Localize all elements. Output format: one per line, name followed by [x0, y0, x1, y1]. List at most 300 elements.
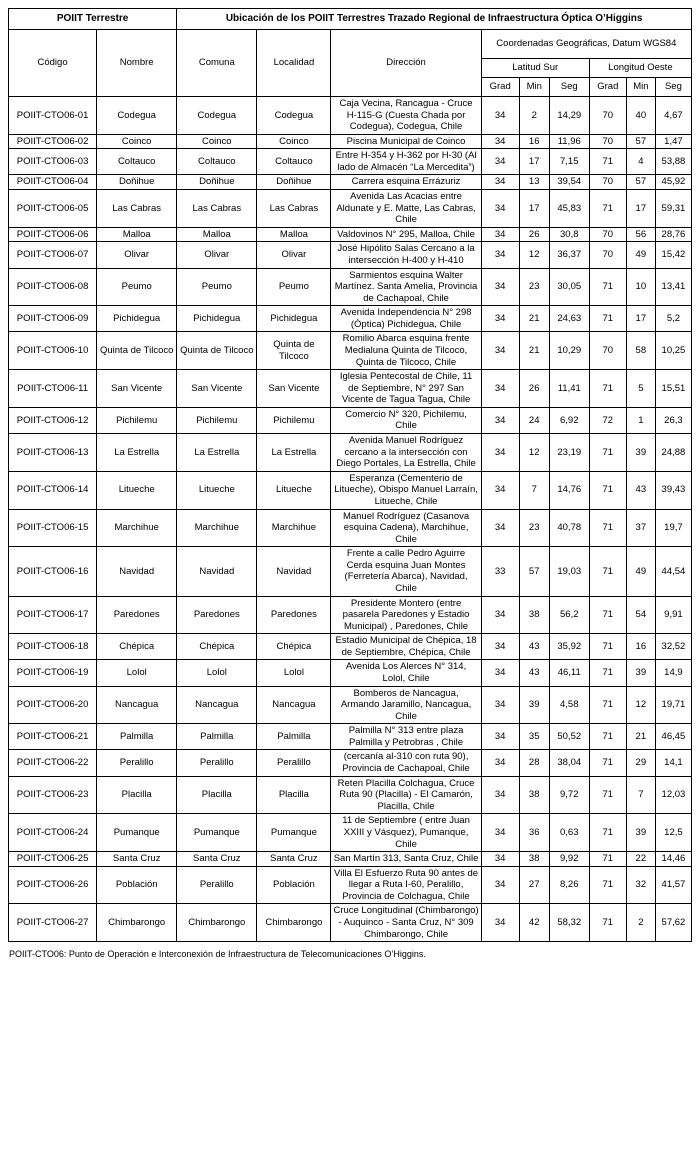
- cell-lat-min: 43: [519, 660, 549, 686]
- cell-comuna: Paredones: [177, 596, 257, 634]
- cell-lon-min: 21: [626, 724, 655, 750]
- lon-min-header: Min: [626, 78, 655, 97]
- cell-lon-seg: 41,57: [655, 866, 691, 904]
- table-row: [9, 724, 692, 750]
- table-row: [9, 866, 692, 904]
- cell-lon-min: 29: [626, 750, 655, 776]
- cell-localidad: San Vicente: [257, 370, 331, 408]
- cell-lon-grad: 70: [589, 97, 626, 135]
- cell-nombre: Paredones: [97, 596, 177, 634]
- cell-lat-min: 7: [519, 471, 549, 509]
- cell-lon-seg: 15,42: [655, 242, 691, 268]
- cell-lon-seg: 13,41: [655, 268, 691, 306]
- table-row: [9, 852, 692, 867]
- cell-lon-seg: 12,03: [655, 776, 691, 814]
- cell-nombre: San Vicente: [97, 370, 177, 408]
- cell-comuna: Pichilemu: [177, 407, 257, 433]
- cell-direccion: Piscina Municipal de Coinco: [331, 134, 481, 149]
- lon-grad-header: Grad: [589, 78, 626, 97]
- cell-lon-grad: 71: [589, 190, 626, 228]
- cell-lon-seg: 59,31: [655, 190, 691, 228]
- cell-nombre: Litueche: [97, 471, 177, 509]
- cell-lat-min: 38: [519, 596, 549, 634]
- cell-nombre: Navidad: [97, 547, 177, 596]
- cell-lat-seg: 36,37: [549, 242, 589, 268]
- cell-lat-seg: 24,63: [549, 306, 589, 332]
- cell-direccion: Iglesia Pentecostal de Chile, 11 de Septiembre, N° 297 San Vicente de Tagua Tagua, Chile: [331, 370, 481, 408]
- cell-lat-seg: 56,2: [549, 596, 589, 634]
- cell-direccion: José Hipólito Salas Cercano a la intersección H-400 y H-410: [331, 242, 481, 268]
- cell-comuna: Chimbarongo: [177, 904, 257, 942]
- cell-lat-grad: 34: [481, 268, 519, 306]
- table-row: [9, 227, 692, 242]
- cell-comuna: Doñihue: [177, 175, 257, 190]
- cell-lat-seg: 30,8: [549, 227, 589, 242]
- cell-localidad: Población: [257, 866, 331, 904]
- cell-codigo: POIIT-CTO06-14: [9, 471, 97, 509]
- lat-grad-header: Grad: [481, 78, 519, 97]
- cell-lat-grad: 34: [481, 776, 519, 814]
- cell-codigo: POIIT-CTO06-04: [9, 175, 97, 190]
- table-row: [9, 175, 692, 190]
- cell-lon-min: 39: [626, 660, 655, 686]
- cell-lat-min: 36: [519, 814, 549, 852]
- cell-lon-seg: 14,46: [655, 852, 691, 867]
- cell-codigo: POIIT-CTO06-11: [9, 370, 97, 408]
- cell-nombre: Olivar: [97, 242, 177, 268]
- cell-lon-seg: 45,92: [655, 175, 691, 190]
- cell-lon-grad: 70: [589, 227, 626, 242]
- coord-group-header: Coordenadas Geográficas, Datum WGS84: [481, 30, 691, 59]
- cell-direccion: Manuel Rodríguez (Casanova esquina Cadena), Marchihue, Chile: [331, 509, 481, 547]
- cell-lat-seg: 7,15: [549, 149, 589, 175]
- cell-lon-grad: 70: [589, 242, 626, 268]
- cell-lon-min: 32: [626, 866, 655, 904]
- cell-comuna: Peumo: [177, 268, 257, 306]
- cell-localidad: Lolol: [257, 660, 331, 686]
- cell-direccion: Entre H-354 y H-362 por H-30 (Al lado de Almacén “La Mercedita”): [331, 149, 481, 175]
- table-title: Ubicación de los POIIT Terrestres Trazado Regional de Infraestructura Óptica O’Higgins: [177, 9, 692, 30]
- cell-lat-min: 2: [519, 97, 549, 135]
- cell-lat-grad: 34: [481, 904, 519, 942]
- cell-direccion: Frente a calle Pedro Aguirre Cerda esquina Juan Montes (Ferretería Abarca), Navidad, Chile: [331, 547, 481, 596]
- cell-comuna: Codegua: [177, 97, 257, 135]
- cell-direccion: Carrera esquina Errázuriz: [331, 175, 481, 190]
- table-row: [9, 268, 692, 306]
- cell-lat-min: 21: [519, 332, 549, 370]
- cell-lon-min: 7: [626, 776, 655, 814]
- cell-lon-seg: 44,54: [655, 547, 691, 596]
- cell-lon-grad: 71: [589, 776, 626, 814]
- cell-nombre: Codegua: [97, 97, 177, 135]
- cell-nombre: Malloa: [97, 227, 177, 242]
- cell-localidad: Marchihue: [257, 509, 331, 547]
- cell-lon-seg: 53,88: [655, 149, 691, 175]
- cell-lat-grad: 33: [481, 547, 519, 596]
- cell-lat-grad: 34: [481, 332, 519, 370]
- cell-codigo: POIIT-CTO06-21: [9, 724, 97, 750]
- cell-direccion: San Martín 313, Santa Cruz, Chile: [331, 852, 481, 867]
- cell-lon-seg: 32,52: [655, 634, 691, 660]
- cell-lon-seg: 26,3: [655, 407, 691, 433]
- cell-comuna: Chépica: [177, 634, 257, 660]
- table-row: [9, 509, 692, 547]
- cell-lon-seg: 15,51: [655, 370, 691, 408]
- cell-localidad: Peumo: [257, 268, 331, 306]
- cell-nombre: Quinta de Tilcoco: [97, 332, 177, 370]
- cell-lat-min: 43: [519, 634, 549, 660]
- cell-lon-grad: 71: [589, 660, 626, 686]
- cell-comuna: Quinta de Tilcoco: [177, 332, 257, 370]
- cell-lat-seg: 14,29: [549, 97, 589, 135]
- cell-nombre: Doñihue: [97, 175, 177, 190]
- cell-nombre: Lolol: [97, 660, 177, 686]
- col-header-codigo: Código: [9, 30, 97, 97]
- cell-nombre: Santa Cruz: [97, 852, 177, 867]
- lat-seg-header: Seg: [549, 78, 589, 97]
- cell-codigo: POIIT-CTO06-16: [9, 547, 97, 596]
- cell-lat-seg: 4,58: [549, 686, 589, 724]
- lat-min-header: Min: [519, 78, 549, 97]
- cell-codigo: POIIT-CTO06-01: [9, 97, 97, 135]
- cell-nombre: La Estrella: [97, 434, 177, 472]
- cell-lat-seg: 8,26: [549, 866, 589, 904]
- cell-nombre: Palmilla: [97, 724, 177, 750]
- lon-header: Longitud Oeste: [589, 59, 691, 78]
- cell-codigo: POIIT-CTO06-03: [9, 149, 97, 175]
- cell-codigo: POIIT-CTO06-18: [9, 634, 97, 660]
- cell-direccion: Villa El Esfuerzo Ruta 90 antes de llegar a Ruta I-60, Peralillo, Provincia de Colchagua, Chile: [331, 866, 481, 904]
- cell-comuna: Litueche: [177, 471, 257, 509]
- cell-lat-grad: 34: [481, 866, 519, 904]
- cell-nombre: Pumanque: [97, 814, 177, 852]
- cell-codigo: POIIT-CTO06-26: [9, 866, 97, 904]
- cell-lat-min: 26: [519, 370, 549, 408]
- cell-lat-seg: 46,11: [549, 660, 589, 686]
- table-row: [9, 686, 692, 724]
- cell-localidad: Placilla: [257, 776, 331, 814]
- table-row: [9, 596, 692, 634]
- cell-lat-grad: 34: [481, 306, 519, 332]
- cell-lat-min: 16: [519, 134, 549, 149]
- column-header-row: [9, 30, 692, 59]
- cell-comuna: Nancagua: [177, 686, 257, 724]
- cell-nombre: Las Cabras: [97, 190, 177, 228]
- table-row: [9, 332, 692, 370]
- cell-lon-grad: 71: [589, 686, 626, 724]
- cell-direccion: Romilio Abarca esquina frente Medialuna Quinta de Tilcoco, Quinta de Tilcoco, Chile: [331, 332, 481, 370]
- cell-lon-seg: 14,1: [655, 750, 691, 776]
- cell-lat-grad: 34: [481, 370, 519, 408]
- table-row: [9, 149, 692, 175]
- cell-lon-min: 40: [626, 97, 655, 135]
- cell-lon-seg: 19,71: [655, 686, 691, 724]
- cell-comuna: La Estrella: [177, 434, 257, 472]
- cell-localidad: Peralillo: [257, 750, 331, 776]
- col-header-nombre: Nombre: [97, 30, 177, 97]
- cell-comuna: Pichidegua: [177, 306, 257, 332]
- col-header-comuna: Comuna: [177, 30, 257, 97]
- cell-direccion: Estadio Municipal de Chépica, 18 de Septiembre, Chépica, Chile: [331, 634, 481, 660]
- col-header-localidad: Localidad: [257, 30, 331, 97]
- cell-codigo: POIIT-CTO06-05: [9, 190, 97, 228]
- table-row: [9, 904, 692, 942]
- cell-comuna: Marchihue: [177, 509, 257, 547]
- cell-lon-min: 39: [626, 434, 655, 472]
- cell-direccion: Sarmientos esquina Walter Martínez. Santa Amelia, Provincia de Cachapoal, Chile: [331, 268, 481, 306]
- cell-lat-seg: 38,04: [549, 750, 589, 776]
- cell-localidad: Las Cabras: [257, 190, 331, 228]
- table-row: [9, 242, 692, 268]
- cell-lat-min: 23: [519, 268, 549, 306]
- cell-direccion: Presidente Montero (entre pasarela Paredones y Estadio Municipal) , Paredones, Chile: [331, 596, 481, 634]
- cell-lon-min: 49: [626, 242, 655, 268]
- cell-codigo: POIIT-CTO06-12: [9, 407, 97, 433]
- cell-lon-grad: 71: [589, 509, 626, 547]
- cell-localidad: Chépica: [257, 634, 331, 660]
- table-row: [9, 634, 692, 660]
- cell-localidad: Paredones: [257, 596, 331, 634]
- cell-lon-seg: 1,47: [655, 134, 691, 149]
- cell-lon-seg: 12,5: [655, 814, 691, 852]
- lat-header: Latitud Sur: [481, 59, 589, 78]
- table-body: [9, 97, 692, 942]
- cell-lat-seg: 0,63: [549, 814, 589, 852]
- cell-lat-grad: 34: [481, 134, 519, 149]
- cell-lat-grad: 34: [481, 471, 519, 509]
- cell-lat-seg: 6,92: [549, 407, 589, 433]
- cell-comuna: Palmilla: [177, 724, 257, 750]
- cell-nombre: Placilla: [97, 776, 177, 814]
- cell-nombre: Coinco: [97, 134, 177, 149]
- cell-localidad: Coltauco: [257, 149, 331, 175]
- cell-lat-seg: 11,96: [549, 134, 589, 149]
- cell-codigo: POIIT-CTO06-07: [9, 242, 97, 268]
- cell-codigo: POIIT-CTO06-17: [9, 596, 97, 634]
- cell-lat-grad: 34: [481, 407, 519, 433]
- cell-lon-seg: 19,7: [655, 509, 691, 547]
- footnote: POIIT-CTO06: Punto de Operación e Interconexión de Infraestructura de Telecomunicaciones O’Higgins.: [9, 949, 426, 960]
- cell-codigo: POIIT-CTO06-15: [9, 509, 97, 547]
- table-row: [9, 306, 692, 332]
- cell-lon-seg: 57,62: [655, 904, 691, 942]
- cell-lat-grad: 34: [481, 190, 519, 228]
- cell-direccion: Bomberos de Nancagua, Armando Jaramillo, Nancagua, Chile: [331, 686, 481, 724]
- cell-nombre: Nancagua: [97, 686, 177, 724]
- cell-comuna: Malloa: [177, 227, 257, 242]
- cell-localidad: Chimbarongo: [257, 904, 331, 942]
- cell-direccion: (cercanía al-310 con ruta 90), Provincia de Cachapoal, Chile: [331, 750, 481, 776]
- cell-lat-grad: 34: [481, 724, 519, 750]
- cell-lat-grad: 34: [481, 814, 519, 852]
- cell-lat-min: 12: [519, 434, 549, 472]
- cell-lat-seg: 14,76: [549, 471, 589, 509]
- cell-direccion: Avenida Los Alerces N° 314, Lolol, Chile: [331, 660, 481, 686]
- cell-codigo: POIIT-CTO06-20: [9, 686, 97, 724]
- cell-lat-seg: 50,52: [549, 724, 589, 750]
- poiit-table: [8, 8, 692, 942]
- table-row: [9, 134, 692, 149]
- cell-localidad: Olivar: [257, 242, 331, 268]
- table-row: [9, 547, 692, 596]
- cell-lon-grad: 72: [589, 407, 626, 433]
- cell-localidad: Pichilemu: [257, 407, 331, 433]
- cell-lon-grad: 71: [589, 866, 626, 904]
- cell-lon-min: 5: [626, 370, 655, 408]
- cell-lat-grad: 34: [481, 509, 519, 547]
- table-row: [9, 434, 692, 472]
- cell-comuna: Las Cabras: [177, 190, 257, 228]
- cell-lon-min: 58: [626, 332, 655, 370]
- cell-lat-grad: 34: [481, 175, 519, 190]
- cell-localidad: Palmilla: [257, 724, 331, 750]
- cell-lat-seg: 58,32: [549, 904, 589, 942]
- cell-localidad: Codegua: [257, 97, 331, 135]
- cell-comuna: Peralillo: [177, 866, 257, 904]
- cell-lon-grad: 71: [589, 149, 626, 175]
- cell-localidad: Malloa: [257, 227, 331, 242]
- cell-localidad: La Estrella: [257, 434, 331, 472]
- cell-lon-grad: 71: [589, 814, 626, 852]
- cell-lat-grad: 34: [481, 634, 519, 660]
- cell-direccion: Cruce Longitudinal (Chimbarongo) - Auquinco - Santa Cruz, N° 309 Chimbarongo, Chile: [331, 904, 481, 942]
- cell-nombre: Chépica: [97, 634, 177, 660]
- cell-direccion: Caja Vecina, Rancagua - Cruce H-115-G (Cuesta Chada por Codegua), Codegua, Chile: [331, 97, 481, 135]
- cell-lon-min: 1: [626, 407, 655, 433]
- lon-seg-header: Seg: [655, 78, 691, 97]
- cell-lon-min: 43: [626, 471, 655, 509]
- cell-lon-grad: 71: [589, 904, 626, 942]
- table-row: [9, 407, 692, 433]
- cell-lat-grad: 34: [481, 434, 519, 472]
- cell-direccion: Avenida Manuel Rodríguez cercano a la intersección con Diego Portales, La Estrella, Chile: [331, 434, 481, 472]
- cell-lat-grad: 34: [481, 596, 519, 634]
- table-row: [9, 660, 692, 686]
- cell-nombre: Población: [97, 866, 177, 904]
- cell-lon-min: 54: [626, 596, 655, 634]
- cell-lat-grad: 34: [481, 852, 519, 867]
- cell-localidad: Litueche: [257, 471, 331, 509]
- cell-lon-min: 17: [626, 190, 655, 228]
- cell-lon-min: 12: [626, 686, 655, 724]
- cell-lat-min: 17: [519, 190, 549, 228]
- cell-lon-seg: 5,2: [655, 306, 691, 332]
- cell-codigo: POIIT-CTO06-23: [9, 776, 97, 814]
- cell-lon-min: 57: [626, 175, 655, 190]
- cell-direccion: Reten Placilla Colchagua, Cruce Ruta 90 (Placilla) - El Camarón, Placilla, Chile: [331, 776, 481, 814]
- cell-lat-seg: 23,19: [549, 434, 589, 472]
- cell-lat-grad: 34: [481, 149, 519, 175]
- cell-direccion: Avenida Las Acacias entre Aldunate y E. Matte, Las Cabras, Chile: [331, 190, 481, 228]
- cell-lat-seg: 40,78: [549, 509, 589, 547]
- cell-lon-grad: 71: [589, 306, 626, 332]
- cell-lon-seg: 28,76: [655, 227, 691, 242]
- cell-lat-grad: 34: [481, 97, 519, 135]
- cell-localidad: Pichidegua: [257, 306, 331, 332]
- cell-lat-min: 12: [519, 242, 549, 268]
- cell-codigo: POIIT-CTO06-02: [9, 134, 97, 149]
- cell-comuna: Placilla: [177, 776, 257, 814]
- cell-localidad: Doñihue: [257, 175, 331, 190]
- cell-lon-grad: 71: [589, 434, 626, 472]
- cell-lat-min: 42: [519, 904, 549, 942]
- cell-comuna: San Vicente: [177, 370, 257, 408]
- cell-lon-min: 16: [626, 634, 655, 660]
- corner-header: POIIT Terrestre: [9, 9, 177, 30]
- cell-direccion: Esperanza (Cementerio de Litueche), Obispo Manuel Larraín, Litueche, Chile: [331, 471, 481, 509]
- cell-lat-min: 26: [519, 227, 549, 242]
- cell-nombre: Marchihue: [97, 509, 177, 547]
- cell-comuna: Santa Cruz: [177, 852, 257, 867]
- cell-lon-seg: 24,88: [655, 434, 691, 472]
- cell-lat-seg: 30,05: [549, 268, 589, 306]
- table-row: [9, 814, 692, 852]
- cell-lon-min: 56: [626, 227, 655, 242]
- cell-localidad: Quinta de Tilcoco: [257, 332, 331, 370]
- cell-lat-grad: 34: [481, 227, 519, 242]
- cell-lon-grad: 71: [589, 596, 626, 634]
- cell-codigo: POIIT-CTO06-09: [9, 306, 97, 332]
- cell-nombre: Peumo: [97, 268, 177, 306]
- cell-localidad: Santa Cruz: [257, 852, 331, 867]
- cell-lat-seg: 35,92: [549, 634, 589, 660]
- cell-lon-min: 4: [626, 149, 655, 175]
- cell-lon-seg: 4,67: [655, 97, 691, 135]
- cell-codigo: POIIT-CTO06-24: [9, 814, 97, 852]
- cell-localidad: Coinco: [257, 134, 331, 149]
- cell-comuna: Coltauco: [177, 149, 257, 175]
- cell-codigo: POIIT-CTO06-06: [9, 227, 97, 242]
- cell-comuna: Coinco: [177, 134, 257, 149]
- cell-lat-min: 24: [519, 407, 549, 433]
- table-row: [9, 190, 692, 228]
- cell-lon-grad: 71: [589, 268, 626, 306]
- table-row: [9, 750, 692, 776]
- cell-lat-min: 38: [519, 776, 549, 814]
- cell-lon-seg: 14,9: [655, 660, 691, 686]
- cell-lon-min: 22: [626, 852, 655, 867]
- cell-lat-seg: 39,54: [549, 175, 589, 190]
- cell-codigo: POIIT-CTO06-10: [9, 332, 97, 370]
- cell-lon-min: 49: [626, 547, 655, 596]
- cell-lat-min: 17: [519, 149, 549, 175]
- cell-comuna: Pumanque: [177, 814, 257, 852]
- col-header-direccion: Dirección: [331, 30, 481, 97]
- cell-lat-grad: 34: [481, 242, 519, 268]
- cell-nombre: Peralillo: [97, 750, 177, 776]
- cell-lat-min: 28: [519, 750, 549, 776]
- cell-codigo: POIIT-CTO06-08: [9, 268, 97, 306]
- cell-lat-seg: 10,29: [549, 332, 589, 370]
- cell-lon-seg: 39,43: [655, 471, 691, 509]
- cell-lon-grad: 71: [589, 724, 626, 750]
- cell-comuna: Olivar: [177, 242, 257, 268]
- table-row: [9, 97, 692, 135]
- cell-lat-seg: 19,03: [549, 547, 589, 596]
- cell-nombre: Pichilemu: [97, 407, 177, 433]
- cell-nombre: Pichidegua: [97, 306, 177, 332]
- cell-lon-min: 17: [626, 306, 655, 332]
- cell-comuna: Peralillo: [177, 750, 257, 776]
- cell-lon-grad: 70: [589, 134, 626, 149]
- cell-lat-min: 57: [519, 547, 549, 596]
- cell-lat-grad: 34: [481, 686, 519, 724]
- cell-lat-min: 23: [519, 509, 549, 547]
- cell-codigo: POIIT-CTO06-27: [9, 904, 97, 942]
- cell-lon-min: 2: [626, 904, 655, 942]
- cell-lat-min: 27: [519, 866, 549, 904]
- cell-lon-grad: 70: [589, 332, 626, 370]
